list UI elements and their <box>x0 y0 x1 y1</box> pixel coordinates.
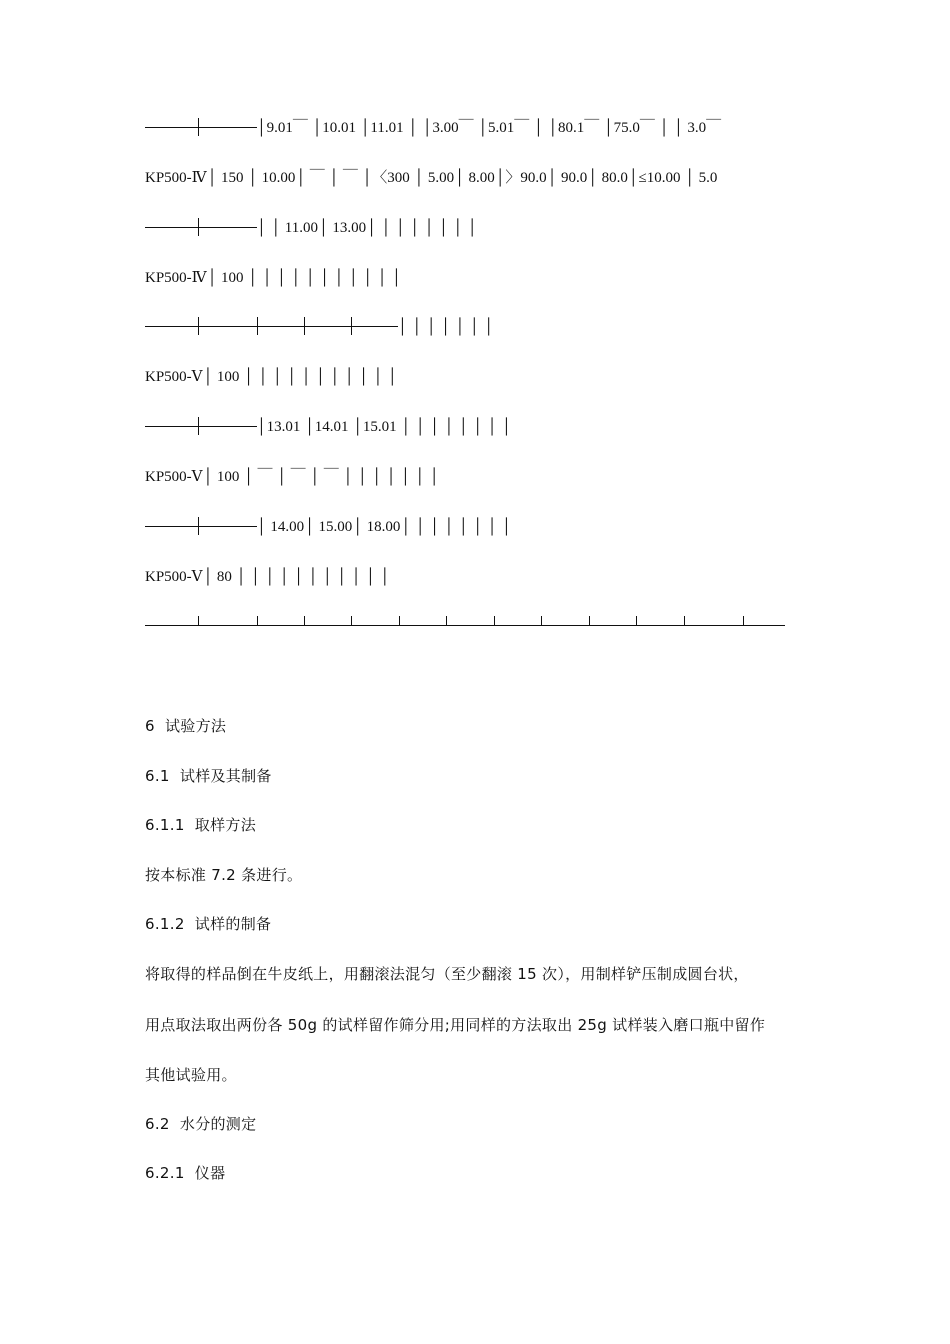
table-row: KP500-Ⅴ│ 80 │ │ │ │ │ │ │ │ │ │ │ <box>145 569 391 585</box>
section-heading: 6.2 水分的测定 <box>145 1115 257 1133</box>
body-paragraph: 将取得的样品倒在牛皮纸上，用翻滚法混匀（至少翻滚 15 次），用制样铲压制成圆台状， <box>145 965 749 983</box>
table-rule-text: │13.01 │14.01 │15.01 │ │ │ │ │ │ │ │ <box>256 419 512 435</box>
section-heading: 6.1 试样及其制备 <box>145 767 272 785</box>
section-heading: 6.1.2 试样的制备 <box>145 915 272 933</box>
table-rule-text: │ 14.00│ 15.00│ 18.00│ │ │ │ │ │ │ │ <box>256 519 512 535</box>
table-rule-row <box>0 317 950 337</box>
table-rule-row <box>0 118 950 138</box>
table-rule-text: │9.01￣ │10.01 │11.01 │ │3.00￣ │5.01￣ │ │80.1￣ │75.0￣ │ │ 3.0￣ <box>256 120 722 136</box>
section-heading: 6 试验方法 <box>145 717 227 735</box>
table-rule-row <box>0 218 950 238</box>
table-row: KP500-Ⅴ│ 100 │ │ │ │ │ │ │ │ │ │ │ <box>145 369 398 385</box>
table-row: KP500-Ⅴ│ 100 │ ￣ │ ￣ │ ￣ │ │ │ │ │ │ │ <box>145 469 440 485</box>
table-row: KP500-Ⅳ│ 150 │ 10.00│ ￣ │ ￣ │〈300 │ 5.00│ 8.00│〉90.0│ 90.0│ 80.0│≤10.00 │ 5.0 <box>145 170 718 186</box>
section-heading: 6.1.1 取样方法 <box>145 816 257 834</box>
body-paragraph: 其他试验用。 <box>145 1066 237 1084</box>
table-bottom-rule <box>0 616 950 636</box>
table-rule-row <box>0 517 950 537</box>
table-rule-text: │ │ │ │ │ │ │ <box>397 319 494 335</box>
section-heading: 6.2.1 仪器 <box>145 1164 226 1182</box>
body-paragraph: 用点取法取出两份各 50g 的试样留作筛分用;用同样的方法取出 25g 试样装入磨口瓶中留作 <box>145 1016 766 1034</box>
table-row: KP500-Ⅳ│ 100 │ │ │ │ │ │ │ │ │ │ │ <box>145 270 402 286</box>
body-paragraph: 按本标准 7.2 条进行。 <box>145 866 303 884</box>
table-rule-text: │ │ 11.00│ 13.00│ │ │ │ │ │ │ │ <box>256 220 478 236</box>
table-rule-row <box>0 417 950 437</box>
